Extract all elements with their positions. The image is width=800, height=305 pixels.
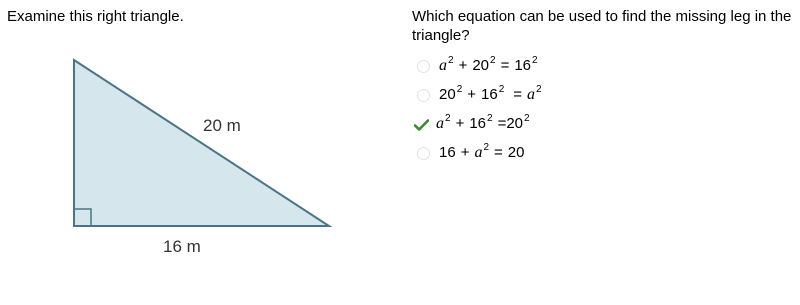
triangle-panel bbox=[0, 0, 395, 305]
checkmark-icon bbox=[414, 119, 431, 131]
radio-circle[interactable] bbox=[417, 60, 430, 73]
plus-sign: + bbox=[458, 56, 468, 74]
term: a bbox=[439, 56, 447, 74]
base-label: 16 m bbox=[163, 237, 201, 256]
equals-sign: = bbox=[497, 114, 507, 132]
exponent: 2 bbox=[532, 54, 538, 66]
term: 16 bbox=[439, 143, 456, 161]
exponent: 2 bbox=[487, 112, 493, 124]
checkmark-icon-glyph bbox=[414, 119, 429, 131]
option-equation bbox=[436, 112, 530, 135]
plus-sign: + bbox=[467, 85, 477, 103]
answer-option-1[interactable] bbox=[412, 52, 797, 81]
option-equation bbox=[439, 54, 538, 77]
answer-option-2[interactable] bbox=[412, 81, 797, 110]
radio-circle[interactable] bbox=[417, 147, 430, 160]
plus-sign: + bbox=[460, 143, 470, 161]
exponent: 2 bbox=[448, 54, 454, 66]
term: a bbox=[474, 143, 483, 161]
answer-option-3[interactable] bbox=[412, 110, 797, 139]
exponent: 2 bbox=[536, 83, 542, 95]
option-equation bbox=[439, 83, 542, 106]
term: 20 bbox=[506, 114, 524, 132]
equals-sign: = bbox=[513, 85, 523, 103]
right-triangle-figure bbox=[0, 0, 395, 305]
exponent: 2 bbox=[483, 141, 490, 153]
answer-option-4[interactable] bbox=[412, 139, 797, 168]
term: 16 bbox=[481, 85, 498, 103]
term: 20 bbox=[472, 56, 490, 74]
answer-panel bbox=[412, 0, 797, 305]
term: 16 bbox=[514, 56, 532, 74]
plus-sign: + bbox=[455, 114, 465, 132]
exponent: 2 bbox=[498, 83, 505, 95]
term: a bbox=[436, 114, 444, 132]
triangle-shape bbox=[74, 60, 329, 226]
prompt-text: Examine this right triangle. bbox=[7, 8, 184, 25]
term: 20 bbox=[507, 143, 525, 161]
exponent: 2 bbox=[524, 112, 530, 124]
exponent: 2 bbox=[456, 83, 463, 95]
radio-circle[interactable] bbox=[417, 89, 430, 102]
equals-sign: = bbox=[500, 56, 510, 74]
term: 16 bbox=[469, 114, 487, 132]
term: 20 bbox=[439, 85, 456, 103]
term: a bbox=[527, 85, 536, 103]
question-text: Which equation can be used to find the missing leg in the triangle? bbox=[412, 8, 792, 44]
exponent: 2 bbox=[445, 112, 451, 124]
hypotenuse-label: 20 m bbox=[203, 116, 241, 135]
exponent: 2 bbox=[490, 54, 496, 66]
equals-sign: = bbox=[494, 143, 503, 161]
option-equation bbox=[439, 141, 525, 164]
answer-options bbox=[412, 52, 797, 168]
